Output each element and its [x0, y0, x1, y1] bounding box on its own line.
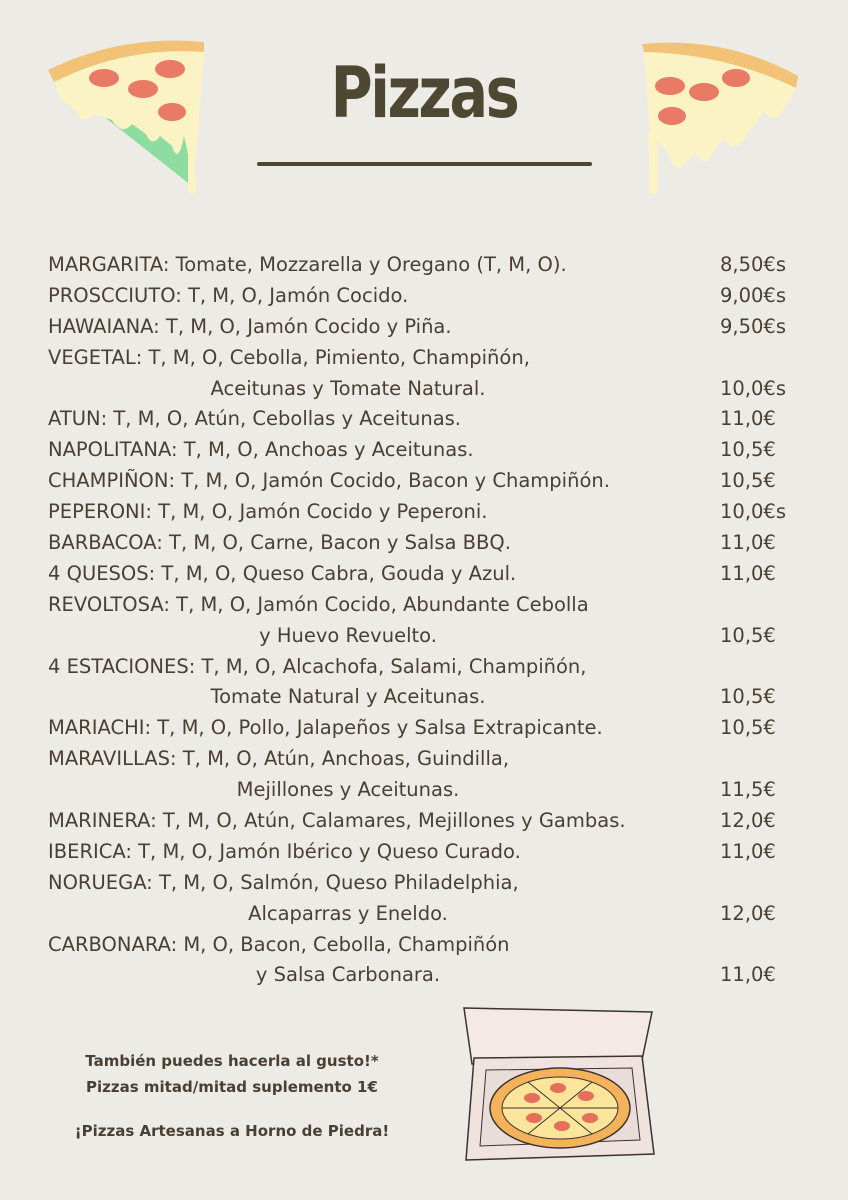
pizza-description: PEPERONI: T, M, O, Jamón Cocido y Peperoni. — [48, 500, 488, 524]
pizza-slice-icon — [636, 36, 806, 201]
menu-item-line — [48, 528, 808, 559]
pizza-description: IBERICA: T, M, O, Jamón Ibérico y Queso Curado. — [48, 839, 521, 863]
pizza-description: MARAVILLAS: T, M, O, Atún, Anchoas, Guindilla, — [48, 747, 510, 771]
menu-item-line — [48, 312, 808, 343]
menu-item-line — [48, 343, 808, 374]
menu-item-line — [48, 559, 808, 590]
pizza-description-continued: Aceitunas y Tomate Natural. — [210, 376, 486, 400]
menu-item-line — [48, 621, 808, 652]
pizza-menu-list — [48, 250, 808, 991]
menu-item-line — [48, 652, 808, 683]
custom-pizza-note: También puedes hacerla al gusto!* — [85, 1052, 379, 1070]
pizza-description-continued: Mejillones y Aceitunas. — [236, 778, 460, 802]
pizza-price: 9,00€s — [720, 283, 786, 307]
pizza-price: 11,0€ — [720, 963, 776, 987]
pizza-description: REVOLTOSA: T, M, O, Jamón Cocido, Abundante Cebolla — [48, 592, 589, 616]
pizza-price: 9,50€s — [720, 314, 786, 338]
pizza-description-continued: y Huevo Revuelto. — [259, 623, 437, 647]
menu-item-line — [48, 404, 808, 435]
pizza-description: PROSCCIUTO: T, M, O, Jamón Cocido. — [48, 283, 409, 307]
pizza-price: 11,0€ — [720, 531, 776, 555]
pizza-price: 10,0€s — [720, 376, 786, 400]
pizza-description-continued: Alcaparras y Eneldo. — [248, 901, 448, 925]
menu-item-line — [48, 837, 808, 868]
menu-item-line — [48, 930, 808, 961]
pizza-description: VEGETAL: T, M, O, Cebolla, Pimiento, Champiñón, — [48, 345, 530, 369]
menu-item-line — [48, 899, 808, 930]
pizza-price: 8,50€s — [720, 253, 786, 276]
pizza-description: 4 ESTACIONES: T, M, O, Alcachofa, Salami, Champiñón, — [48, 654, 587, 678]
menu-item-line — [48, 281, 808, 312]
pizza-price: 11,0€ — [720, 839, 776, 863]
footer-notes — [32, 1048, 432, 1144]
pizza-description: 4 QUESOS: T, M, O, Queso Cabra, Gouda y Azul. — [48, 561, 517, 585]
pizza-price: 10,0€s — [720, 500, 786, 524]
menu-item-line — [48, 497, 808, 528]
menu-item-line — [48, 806, 808, 837]
title-underline — [257, 162, 592, 166]
stone-oven-note: ¡Pizzas Artesanas a Horno de Piedra! — [74, 1122, 390, 1140]
pizza-description-continued: y Salsa Carbonara. — [255, 963, 441, 987]
pizza-price: 10,5€ — [720, 623, 776, 647]
menu-item-line — [48, 713, 808, 744]
pizza-box-icon — [452, 1000, 672, 1175]
half-half-note: Pizzas mitad/mitad suplemento 1€ — [86, 1078, 378, 1096]
pizza-price: 10,5€ — [720, 469, 776, 493]
pizza-description: MARINERA: T, M, O, Atún, Calamares, Mejillones y Gambas. — [48, 809, 626, 833]
menu-item-line — [48, 868, 808, 899]
pizza-price: 10,5€ — [720, 716, 776, 740]
pizza-price: 12,0€ — [720, 809, 776, 833]
pizza-price: 11,0€ — [720, 407, 776, 431]
menu-item-line — [48, 466, 808, 497]
menu-item-line — [48, 374, 808, 405]
menu-item-line — [48, 775, 808, 806]
menu-item-line — [48, 960, 808, 991]
pizza-description: NORUEGA: T, M, O, Salmón, Queso Philadelphia, — [48, 870, 519, 894]
pizza-description: BARBACOA: T, M, O, Carne, Bacon y Salsa BBQ. — [48, 531, 511, 555]
page-title: Pizzas — [330, 52, 518, 134]
pizza-price: 11,0€ — [720, 561, 776, 585]
menu-item-line — [48, 435, 808, 466]
pizza-description: CHAMPIÑON: T, M, O, Jamón Cocido, Bacon y Champiñón. — [48, 469, 610, 493]
pizza-description: NAPOLITANA: T, M, O, Anchoas y Aceitunas. — [48, 438, 474, 462]
pizza-description: HAWAIANA: T, M, O, Jamón Cocido y Piña. — [48, 314, 452, 338]
pizza-price: 10,5€ — [720, 438, 776, 462]
pizza-slice-icon — [42, 36, 212, 201]
pizza-description: ATUN: T, M, O, Atún, Cebollas y Aceitunas. — [48, 407, 462, 431]
pizza-description: MARIACHI: T, M, O, Pollo, Jalapeños y Salsa Extrapicante. — [48, 716, 603, 740]
pizza-price: 12,0€ — [720, 901, 776, 925]
pizza-price: 10,5€ — [720, 685, 776, 709]
menu-item-line — [48, 744, 808, 775]
menu-item-line — [48, 250, 808, 281]
menu-item-line — [48, 682, 808, 713]
menu-item-line — [48, 590, 808, 621]
pizza-price: 11,5€ — [720, 778, 776, 802]
pizza-description: CARBONARA: M, O, Bacon, Cebolla, Champiñón — [48, 932, 510, 956]
pizza-description: MARGARITA: Tomate, Mozzarella y Oregano (T, M, O). — [48, 253, 567, 276]
pizza-description-continued: Tomate Natural y Aceitunas. — [210, 685, 486, 709]
